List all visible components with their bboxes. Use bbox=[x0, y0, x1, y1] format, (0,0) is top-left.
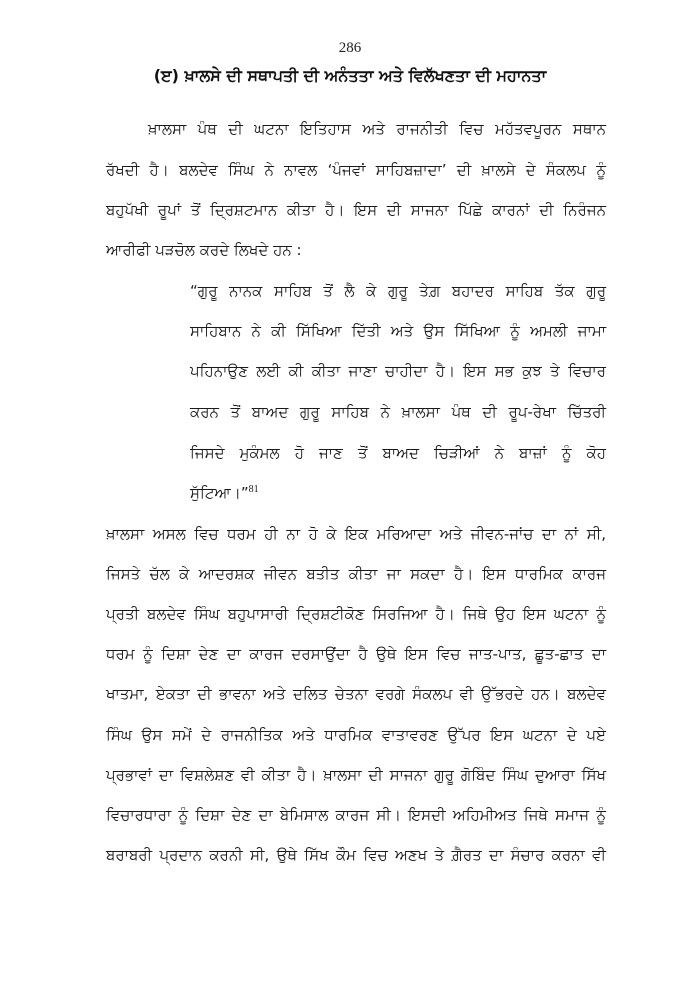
paragraph-line: ਜਿਸਤੇ ਚੱਲ ਕੇ ਆਦਰਸ਼ਕ ਜੀਵਨ ਬਤੀਤ ਕੀਤਾ ਜਾ ਸਕਦਾ ਹੈ। ਇਸ ਧਾਰਮਿਕ ਕਾਰਜ bbox=[106, 565, 606, 583]
quote-line: ਪਹਿਨਾਉਣ ਲਈ ਕੀ ਕੀਤਾ ਜਾਣਾ ਚਾਹੀਦਾ ਹੈ। ਇਸ ਸਭ ਕੁਝ ਤੇ ਵਿਚਾਰ bbox=[190, 362, 606, 380]
paragraph-line: ਵਿਚਾਰਧਾਰਾ ਨੂੰ ਦਿਸ਼ਾ ਦੇਣ ਦਾ ਬੇਮਿਸਾਲ ਕਾਰਜ ਸੀ। ਇਸਦੀ ਅਹਿਮੀਅਤ ਜਿਥੇ ਸਮਾਜ ਨੂੰ bbox=[106, 806, 606, 824]
quote-end-text: ਸੁੱਟਿਆ।” bbox=[190, 484, 249, 502]
paragraph-line: ਖਾਤਮਾ, ਏਕਤਾ ਦੀ ਭਾਵਨਾ ਅਤੇ ਦਲਿਤ ਚੇਤਨਾ ਵਰਗੇ ਸੰਕਲਪ ਵੀ ਉੱਭਰਦੇ ਹਨ। ਬਲਦੇਵ bbox=[106, 685, 606, 703]
paragraph-line: ਬਰਾਬਰੀ ਪ੍ਰਦਾਨ ਕਰਨੀ ਸੀ, ਉਥੇ ਸਿੱਖ ਕੌਮ ਵਿਚ ਅਣਖ ਤੇ ਗ਼ੈਰਤ ਦਾ ਸੰਚਾਰ ਕਰਨਾ ਵੀ bbox=[106, 846, 606, 864]
footnote-reference: 81 bbox=[248, 484, 259, 495]
paragraph-line: ਖ਼ਾਲਸਾ ਪੰਥ ਦੀ ਘਟਨਾ ਇਤਿਹਾਸ ਅਤੇ ਰਾਜਨੀਤੀ ਵਿਚ ਮਹੱਤਵਪੂਰਨ ਸਥਾਨ bbox=[148, 120, 606, 138]
section-heading: (ੲ) ਖ਼ਾਲਸੇ ਦੀ ਸਥਾਪਤੀ ਦੀ ਅਨੰਤਤਾ ਅਤੇ ਵਿਲੱਖਣਤਾ ਦੀ ਮਹਾਨਤਾ bbox=[153, 66, 547, 85]
quote-line: ਕਰਨ ਤੋਂ ਬਾਅਦ ਗੁਰੂ ਸਾਹਿਬ ਨੇ ਖ਼ਾਲਸਾ ਪੰਥ ਦੀ ਰੂਪ-ਰੇਖਾ ਚਿੱਤਰੀ bbox=[190, 403, 606, 421]
quote-line: “ਗੁਰੂ ਨਾਨਕ ਸਾਹਿਬ ਤੋਂ ਲੈ ਕੇ ਗੁਰੂ ਤੇਗ਼ ਬਹਾਦਰ ਸਾਹਿਬ ਤੱਕ ਗੁਰੂ bbox=[190, 282, 606, 300]
paragraph-line: ਆਰੀਫੀ ਪੜਚੋਲ ਕਰਦੇ ਲਿਖਦੇ ਹਨ : bbox=[106, 241, 302, 259]
quote-line: ਜਿਸਦੇ ਮੁਕੰਮਲ ਹੋ ਜਾਣ ਤੋਂ ਬਾਅਦ ਚਿੜੀਆਂ ਨੇ ਬਾਜ਼ਾਂ ਨੂੰ ਕੋਹ bbox=[190, 444, 606, 462]
paragraph-line: ਪ੍ਰਭਾਵਾਂ ਦਾ ਵਿਸ਼ਲੇਸ਼ਣ ਵੀ ਕੀਤਾ ਹੈ। ਖ਼ਾਲਸਾ ਦੀ ਸਾਜਨਾ ਗੁਰੂ ਗੋਬਿੰਦ ਸਿੰਘ ਦੁਆਰਾ ਸਿੱਖ bbox=[106, 766, 606, 784]
paragraph-line: ਰੱਖਦੀ ਹੈ। ਬਲਦੇਵ ਸਿੰਘ ਨੇ ਨਾਵਲ ‘ਪੰਜਵਾਂ ਸਾਹਿਬਜ਼ਾਦਾ’ ਦੀ ਖ਼ਾਲਸੇ ਦੇ ਸੰਕਲਪ ਨੂੰ bbox=[106, 161, 606, 179]
quote-line: ਸਾਹਿਬਾਨ ਨੇ ਕੀ ਸਿੱਖਿਆ ਦਿੱਤੀ ਅਤੇ ਉਸ ਸਿੱਖਿਆ ਨੂੰ ਅਮਲੀ ਜਾਮਾ bbox=[190, 322, 606, 340]
paragraph-line: ਖ਼ਾਲਸਾ ਅਸਲ ਵਿਚ ਧਰਮ ਹੀ ਨਾ ਹੋ ਕੇ ਇਕ ਮਰਿਆਦਾ ਅਤੇ ਜੀਵਨ-ਜਾਂਚ ਦਾ ਨਾਂ ਸੀ, bbox=[106, 525, 606, 543]
paragraph-line: ਸਿੰਘ ਉਸ ਸਮੇਂ ਦੇ ਰਾਜਨੀਤਿਕ ਅਤੇ ਧਾਰਮਿਕ ਵਾਤਾਵਰਣ ਉੱਪਰ ਇਸ ਘਟਨਾ ਦੇ ਪਏ bbox=[106, 726, 606, 744]
page-number: 286 bbox=[338, 40, 362, 56]
paragraph-line: ਬਹੁਪੱਖੀ ਰੂਪਾਂ ਤੋਂ ਦ੍ਰਿਸ਼ਟਮਾਨ ਕੀਤਾ ਹੈ। ਇਸ ਦੀ ਸਾਜਨਾ ਪਿੱਛੇ ਕਾਰਨਾਂ ਦੀ ਨਿਰੰਜਨ bbox=[106, 201, 606, 219]
paragraph-line: ਪ੍ਰਤੀ ਬਲਦੇਵ ਸਿੰਘ ਬਹੁਪਾਸਾਰੀ ਦ੍ਰਿਸ਼ਟੀਕੋਣ ਸਿਰਜਿਆ ਹੈ। ਜਿਥੇ ਉਹ ਇਸ ਘਟਨਾ ਨੂੰ bbox=[106, 605, 606, 623]
paragraph-line: ਧਰਮ ਨੂੰ ਦਿਸ਼ਾ ਦੇਣ ਦਾ ਕਾਰਜ ਦਰਸਾਉਂਦਾ ਹੈ ਉਥੇ ਇਸ ਵਿਚ ਜਾਤ-ਪਾਤ, ਛੂਤ-ਛਾਤ ਦਾ bbox=[106, 645, 606, 663]
quote-line-last bbox=[190, 484, 606, 502]
